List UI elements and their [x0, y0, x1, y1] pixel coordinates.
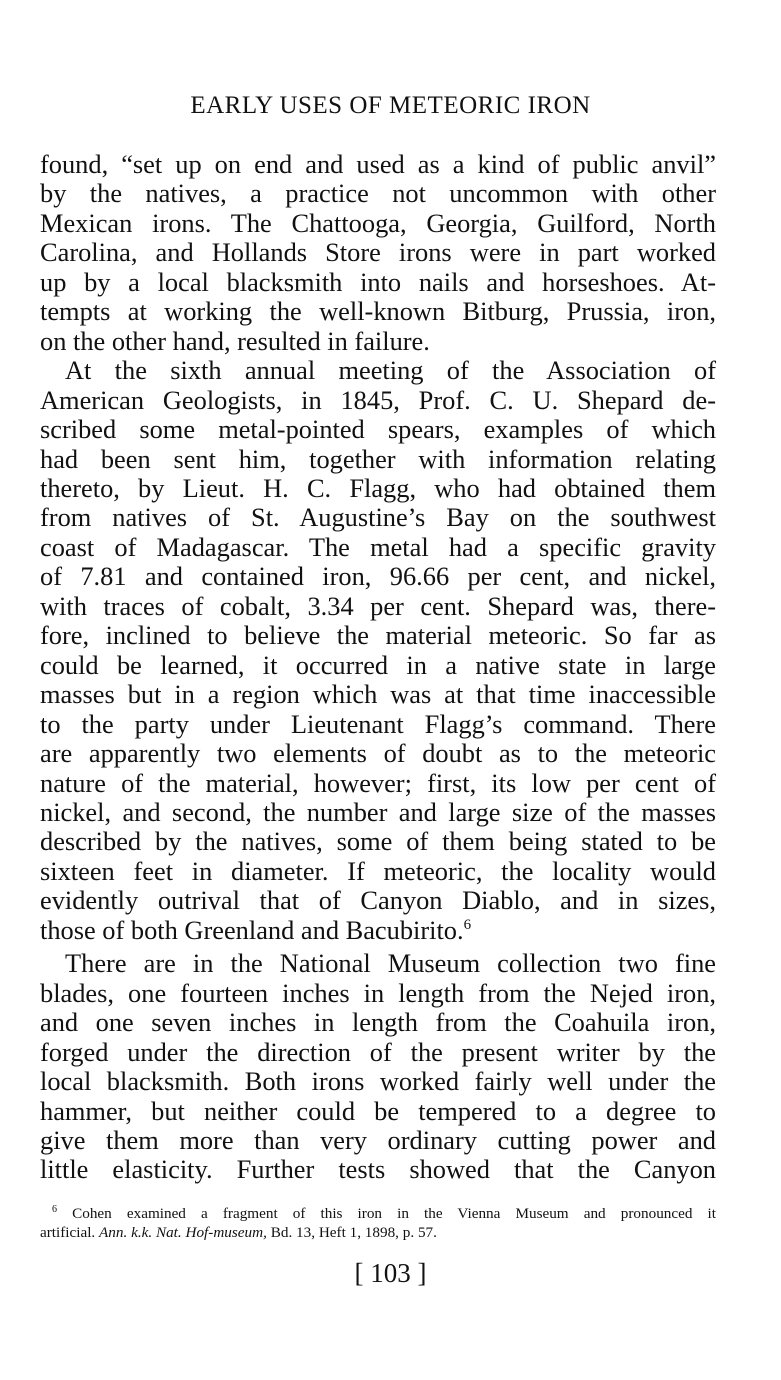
body-text: [40, 150, 716, 1185]
text-line: on the other hand, resulted in failure.: [40, 325, 430, 356]
text-line: tempts at working the well-known Bitburg, Prussia, iron,: [40, 296, 716, 327]
citation-title: Ann. k.k. Nat. Hof-museum,: [99, 1224, 267, 1241]
text-line: Mexican irons. The Chattooga, Georgia, Guilford, North: [40, 207, 716, 238]
footnote-line: [40, 1204, 716, 1223]
text-line: evidently outrival that of Canyon Diablo, and in sizes,: [40, 885, 716, 916]
text-line: by the natives, a practice not uncommon with other: [40, 178, 716, 209]
text-line: nature of the material, however; first, its low per cent of: [40, 767, 716, 798]
text-line: from natives of St. Augustine’s Bay on the southwest: [40, 502, 716, 533]
text-line: hammer, but neither could be tempered to a degree to: [40, 1095, 716, 1126]
page-number: [ 103 ]: [354, 1258, 427, 1288]
text-line: blades, one fourteen inches in length from the Nejed iron,: [40, 977, 716, 1008]
text-line: coast of Madagascar. The metal had a specific gravity: [40, 531, 716, 562]
paragraph-1: [40, 150, 716, 356]
footnote-text: Cohen examined a fragment of this iron in the Vienna Museum and pronounced it: [72, 1205, 716, 1222]
text-line: had been sent him, together with information relating: [40, 443, 716, 474]
text-line: of 7.81 and contained iron, 96.66 per cent, and nickel,: [40, 561, 716, 592]
text-line: fore, inclined to believe the material meteoric. So far as: [40, 620, 716, 651]
text-line: sixteen feet in diameter. If meteoric, the locality would: [40, 855, 716, 886]
text-line: up by a local blacksmith into nails and horseshoes. At-: [40, 266, 716, 297]
footnote-text: artificial.: [40, 1224, 96, 1241]
text-line-with-note: [40, 916, 716, 945]
text-line: masses but in a region which was at that time inaccessible: [40, 679, 716, 710]
text-line: and one seven inches in length from the Coahuila iron,: [40, 1007, 716, 1038]
footnote-number: 6: [52, 1203, 57, 1215]
footnote: [40, 1204, 716, 1242]
text-line: local blacksmith. Both irons worked fairly well under the: [40, 1066, 716, 1097]
paragraph-2: [40, 356, 716, 945]
text-line: are apparently two elements of doubt as to the meteoric: [40, 738, 716, 769]
text-line: to the party under Lieutenant Flagg’s command. There: [40, 708, 716, 739]
text-line: with traces of cobalt, 3.34 per cent. Shepard was, there-: [40, 590, 716, 621]
text-line: found, “set up on end and used as a kind of public anvil”: [40, 149, 716, 179]
footnote-line: [40, 1223, 716, 1242]
text-line: nickel, and second, the number and large size of the masses: [40, 796, 716, 827]
text-line: Carolina, and Hollands Store irons were in part worked: [40, 237, 716, 268]
paragraph-3: [40, 949, 716, 1185]
running-head: EARLY USES OF METEORIC IRON: [190, 92, 591, 119]
text-line-content: those of both Greenland and Bacubirito.: [40, 914, 464, 945]
text-line: give them more than very ordinary cutting power and: [40, 1124, 716, 1155]
text-line: At the sixth annual meeting of the Association of: [65, 355, 716, 386]
footnote-reference[interactable]: 6: [463, 916, 472, 933]
text-line: could be learned, it occurred in a native state in large: [40, 649, 716, 680]
citation-details: Bd. 13, Heft 1, 1898, p. 57.: [270, 1224, 437, 1241]
text-line: little elasticity. Further tests showed that the Canyon: [40, 1154, 716, 1185]
text-line: described by the natives, some of them being stated to be: [40, 826, 716, 857]
text-line: scribed some metal-pointed spears, examples of which: [40, 414, 716, 445]
text-line: American Geologists, in 1845, Prof. C. U. Shepard de-: [40, 384, 716, 415]
text-line: forged under the direction of the present writer by the: [40, 1036, 716, 1067]
text-line: There are in the National Museum collection two fine: [65, 948, 716, 979]
text-line: thereto, by Lieut. H. C. Flagg, who had obtained them: [40, 472, 716, 503]
